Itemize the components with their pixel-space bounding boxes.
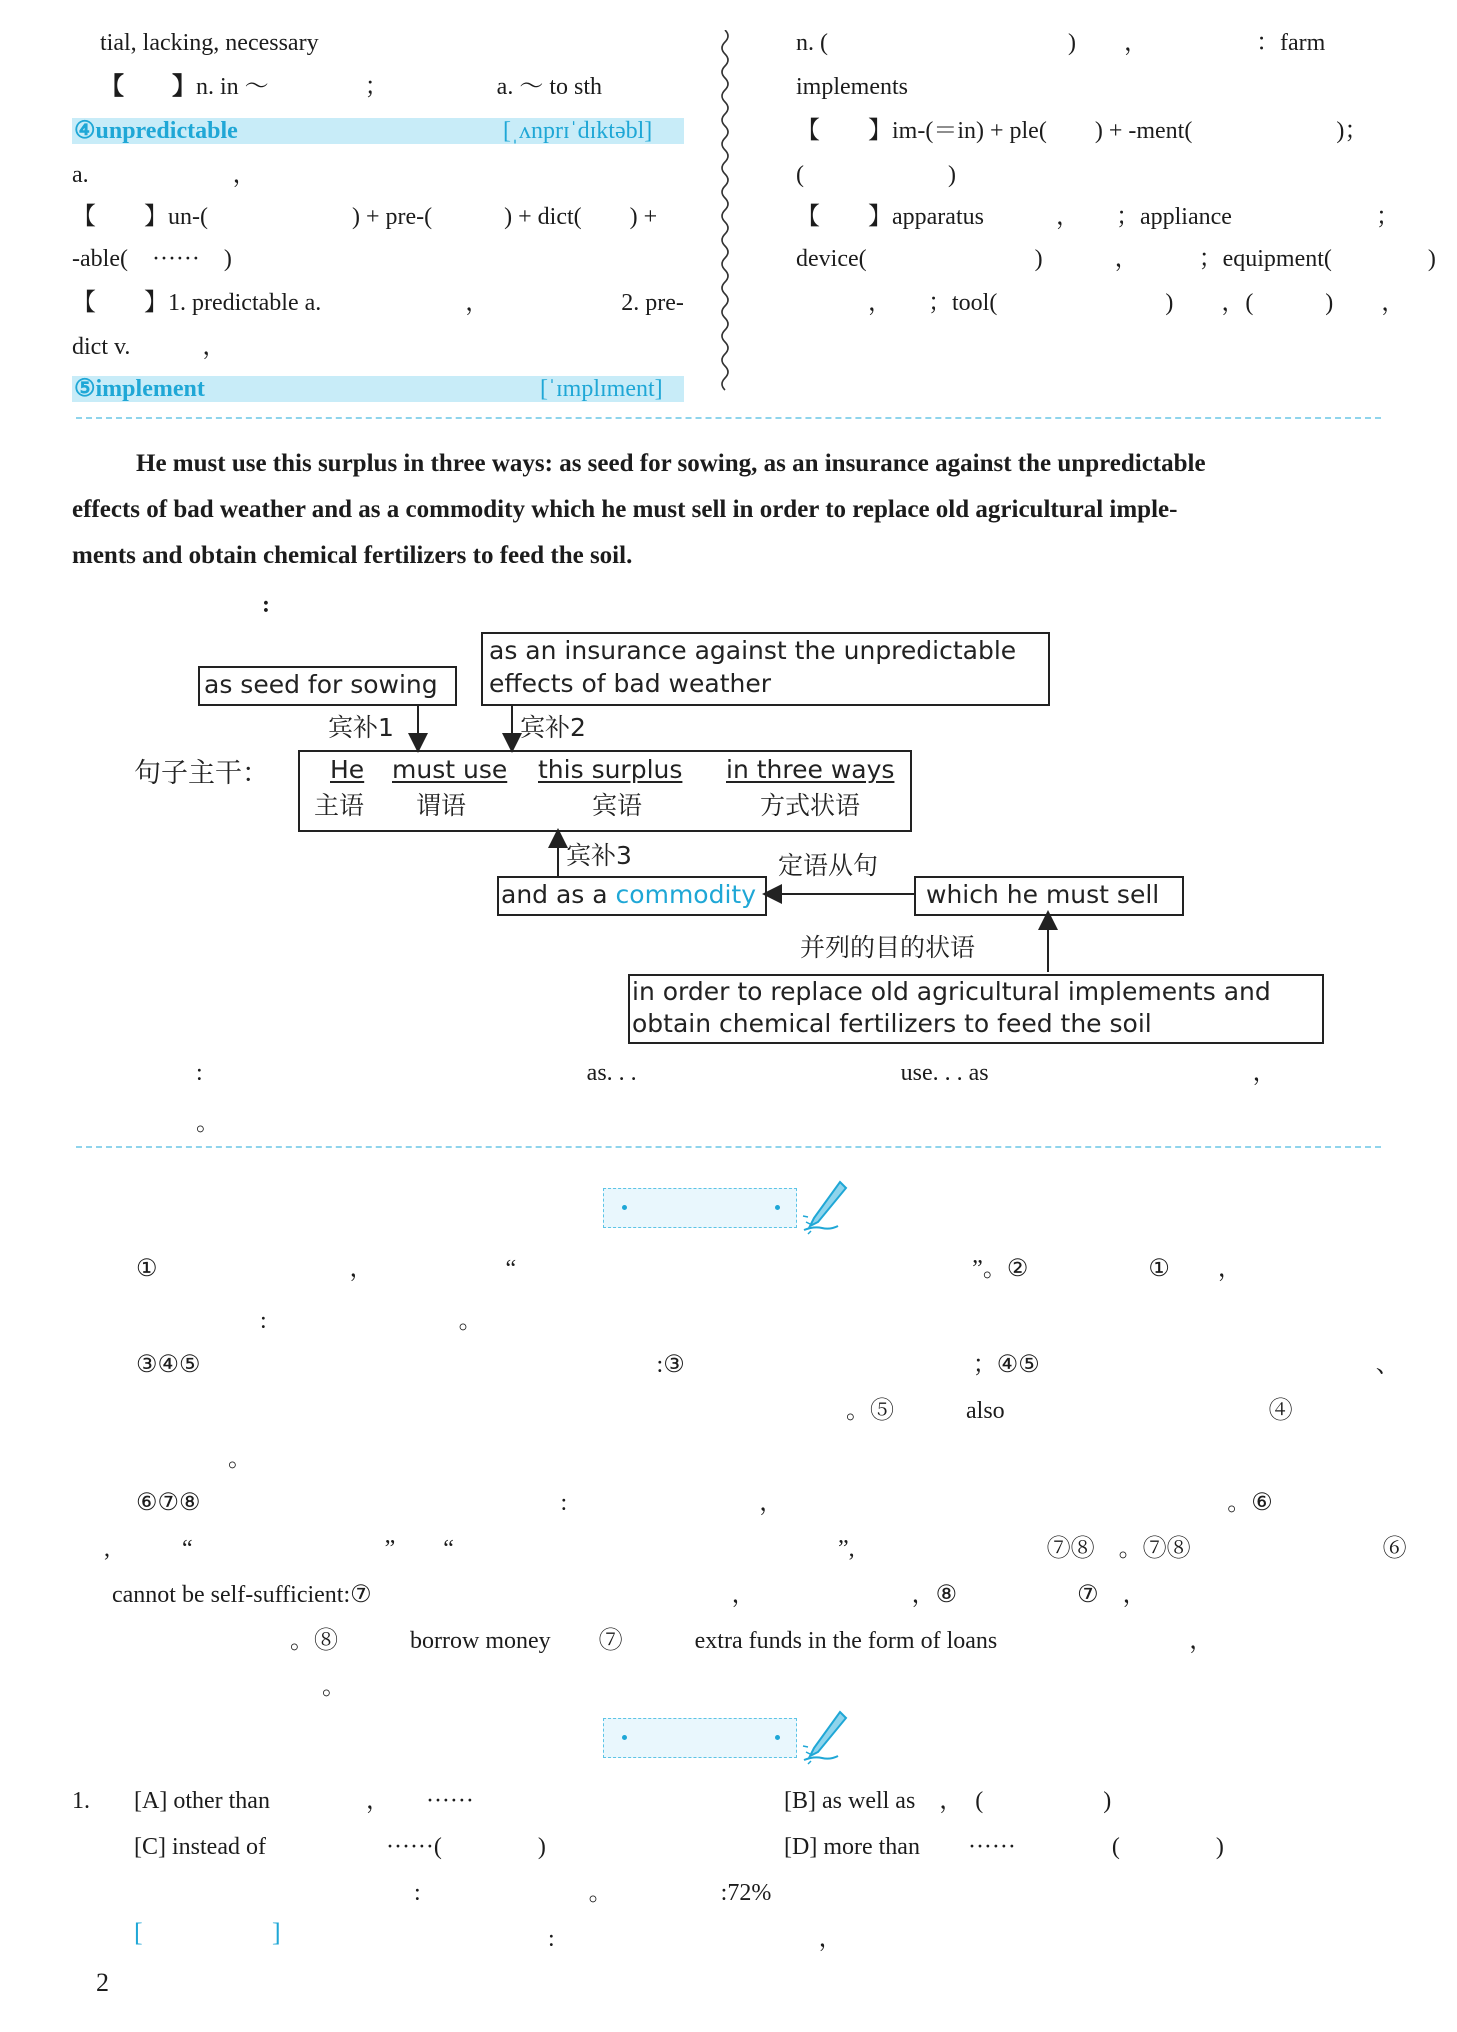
- role-adverbial: 方式状语: [760, 791, 861, 820]
- section-tag-2: [603, 1718, 797, 1758]
- sentence-line-3: ments and obtain chemical fertilizers to feed the soil.: [72, 542, 633, 569]
- body-p3: ⑥⑦⑧ : ， 。⑥: [136, 1490, 1273, 1516]
- divider-1: [76, 417, 1381, 419]
- pen-icon: [800, 1178, 850, 1238]
- box-insurance-text-1: as an insurance against the unpredictable: [489, 636, 1017, 665]
- phonetic-unpredictable: [ˌʌnprɪˈdɪktəbl]: [503, 118, 653, 144]
- gloss-right-7: ， ；tool( ) ，( ) ，: [796, 290, 1406, 316]
- body-p3c: cannot be self-sufficient:⑦ ， ，⑧ ⑦ ，: [112, 1582, 1147, 1608]
- body-p3b: , “ ” “ ”, ⑦⑧ 。⑦⑧ ⑥: [104, 1536, 1407, 1562]
- order-text-1: in order to replace old agricultural implements and: [632, 977, 1271, 1006]
- role-subject: 主语: [314, 791, 365, 820]
- gloss-line-1: tial, lacking, necessary: [100, 30, 319, 56]
- label-object-complement-3: 宾补3: [566, 841, 632, 870]
- sentence-line-1: He must use this surplus in three ways: as seed for sowing, as an insurance against the unpredictable: [136, 450, 1206, 477]
- body-p3e: 。: [322, 1674, 346, 1700]
- gloss-right-4: ( ): [796, 162, 956, 188]
- body-p1b: : 。: [260, 1308, 483, 1334]
- box-insurance-text-2: effects of bad weather: [489, 669, 772, 698]
- box-main-clause: [298, 750, 912, 832]
- option-d: [D] more than ······ ( ): [784, 1834, 1224, 1860]
- label-attributive-clause: 定语从句: [778, 851, 879, 880]
- body-p3d: 。⑧ borrow money ⑦ extra funds in the form of loans ，: [290, 1628, 1214, 1654]
- answer-bracket-open: [: [134, 1918, 143, 1947]
- order-text-2: obtain chemical fertilizers to feed the soil: [632, 1009, 1152, 1038]
- gloss-right-6: device( ) ， ；equipment( ): [796, 246, 1436, 272]
- gloss-right-2: implements: [796, 74, 908, 100]
- body-p2c: 。: [228, 1446, 252, 1472]
- main-adverbial: in three ways: [726, 755, 895, 784]
- label-object-complement-1: 宾补1: [328, 713, 394, 742]
- gloss-line-5: 【 】un-( ) + pre-( ) + dict( ) +: [72, 204, 658, 230]
- body-p2b: 。⑤ also ④: [846, 1398, 1293, 1424]
- pen-icon: [800, 1708, 850, 1768]
- which-clause-text: which he must sell: [926, 880, 1160, 909]
- gloss-right-3: 【 】im-(＝in) + ple( ) + -ment( )；: [796, 118, 1369, 144]
- gloss-line-6: -able( ······ ): [72, 246, 232, 272]
- gloss-right-1: n. ( ) ， ：farm: [796, 30, 1326, 56]
- label-purpose-adverbial: 并列的目的状语: [800, 933, 976, 962]
- question-number: 1.: [72, 1788, 90, 1814]
- sentence-line-2: effects of bad weather and as a commodity which he must sell in order to replace old agricultural imple-: [72, 496, 1178, 523]
- gloss-line-7: 【 】1. predictable a. ， 2. pre-: [72, 290, 684, 316]
- gloss-line-8: dict v. ，: [72, 334, 227, 360]
- commodity-prefix: and as a: [501, 880, 616, 909]
- box-commodity: [497, 876, 767, 916]
- note-line-2: 。: [196, 1110, 220, 1136]
- body-p1: ① ， “ ”。② ① ，: [136, 1256, 1242, 1282]
- main-subject: He: [330, 755, 365, 784]
- role-object: 宾语: [592, 791, 643, 820]
- section-tag-1: [603, 1188, 797, 1228]
- commodity-phrase: [501, 879, 756, 911]
- question-stat: : 。 :72%: [414, 1880, 772, 1906]
- gloss-line-2-text: n. in ～ ； a. ～ to sth: [196, 74, 602, 100]
- box-which-he-must-sell: [914, 876, 1184, 916]
- main-object: this surplus: [538, 755, 683, 784]
- tag-dot: [622, 1205, 627, 1210]
- tag-dot: [622, 1735, 627, 1740]
- main-predicate: must use: [392, 755, 508, 784]
- answer-tail: : ，: [548, 1926, 843, 1952]
- option-c: [C] instead of ······( ): [134, 1834, 546, 1860]
- box-in-order-to: [628, 974, 1324, 1044]
- commodity-word: commodity: [615, 880, 757, 909]
- role-predicate: 谓语: [416, 791, 467, 820]
- word-unpredictable: ④unpredictable: [74, 118, 238, 144]
- gloss-line-2: [100, 72, 602, 102]
- main-clause-label: 句子主干：: [134, 758, 269, 789]
- option-a: [A] other than ， ······: [134, 1788, 474, 1814]
- label-object-complement-2: 宾补2: [520, 713, 586, 742]
- box-seed-text: as seed for sowing: [204, 670, 438, 699]
- box-seed-for-sowing: [198, 666, 457, 706]
- column-divider-wavy: [718, 30, 732, 400]
- page-number: 2: [96, 1968, 109, 1997]
- box-insurance: [481, 632, 1050, 706]
- option-b: [B] as well as ， ( ): [784, 1788, 1112, 1814]
- tag-dot: [775, 1735, 780, 1740]
- bracket: 【 】: [100, 74, 196, 100]
- tag-dot: [775, 1205, 780, 1210]
- word-implement: ⑤implement: [74, 376, 205, 402]
- diagram-intro: :: [262, 592, 270, 618]
- phonetic-implement: [ˈɪmplɪment]: [540, 376, 663, 402]
- gloss-line-4: a. ，: [72, 162, 257, 188]
- gloss-right-5: 【 】apparatus ， ；appliance ；: [796, 204, 1400, 230]
- answer-bracket-close: ]: [272, 1918, 281, 1947]
- divider-2: [76, 1146, 1381, 1148]
- body-p2: ③④⑤ :③ ；④⑤ 、: [136, 1352, 1400, 1378]
- note-line-1: : as. . . use. . . as ，: [196, 1060, 1277, 1086]
